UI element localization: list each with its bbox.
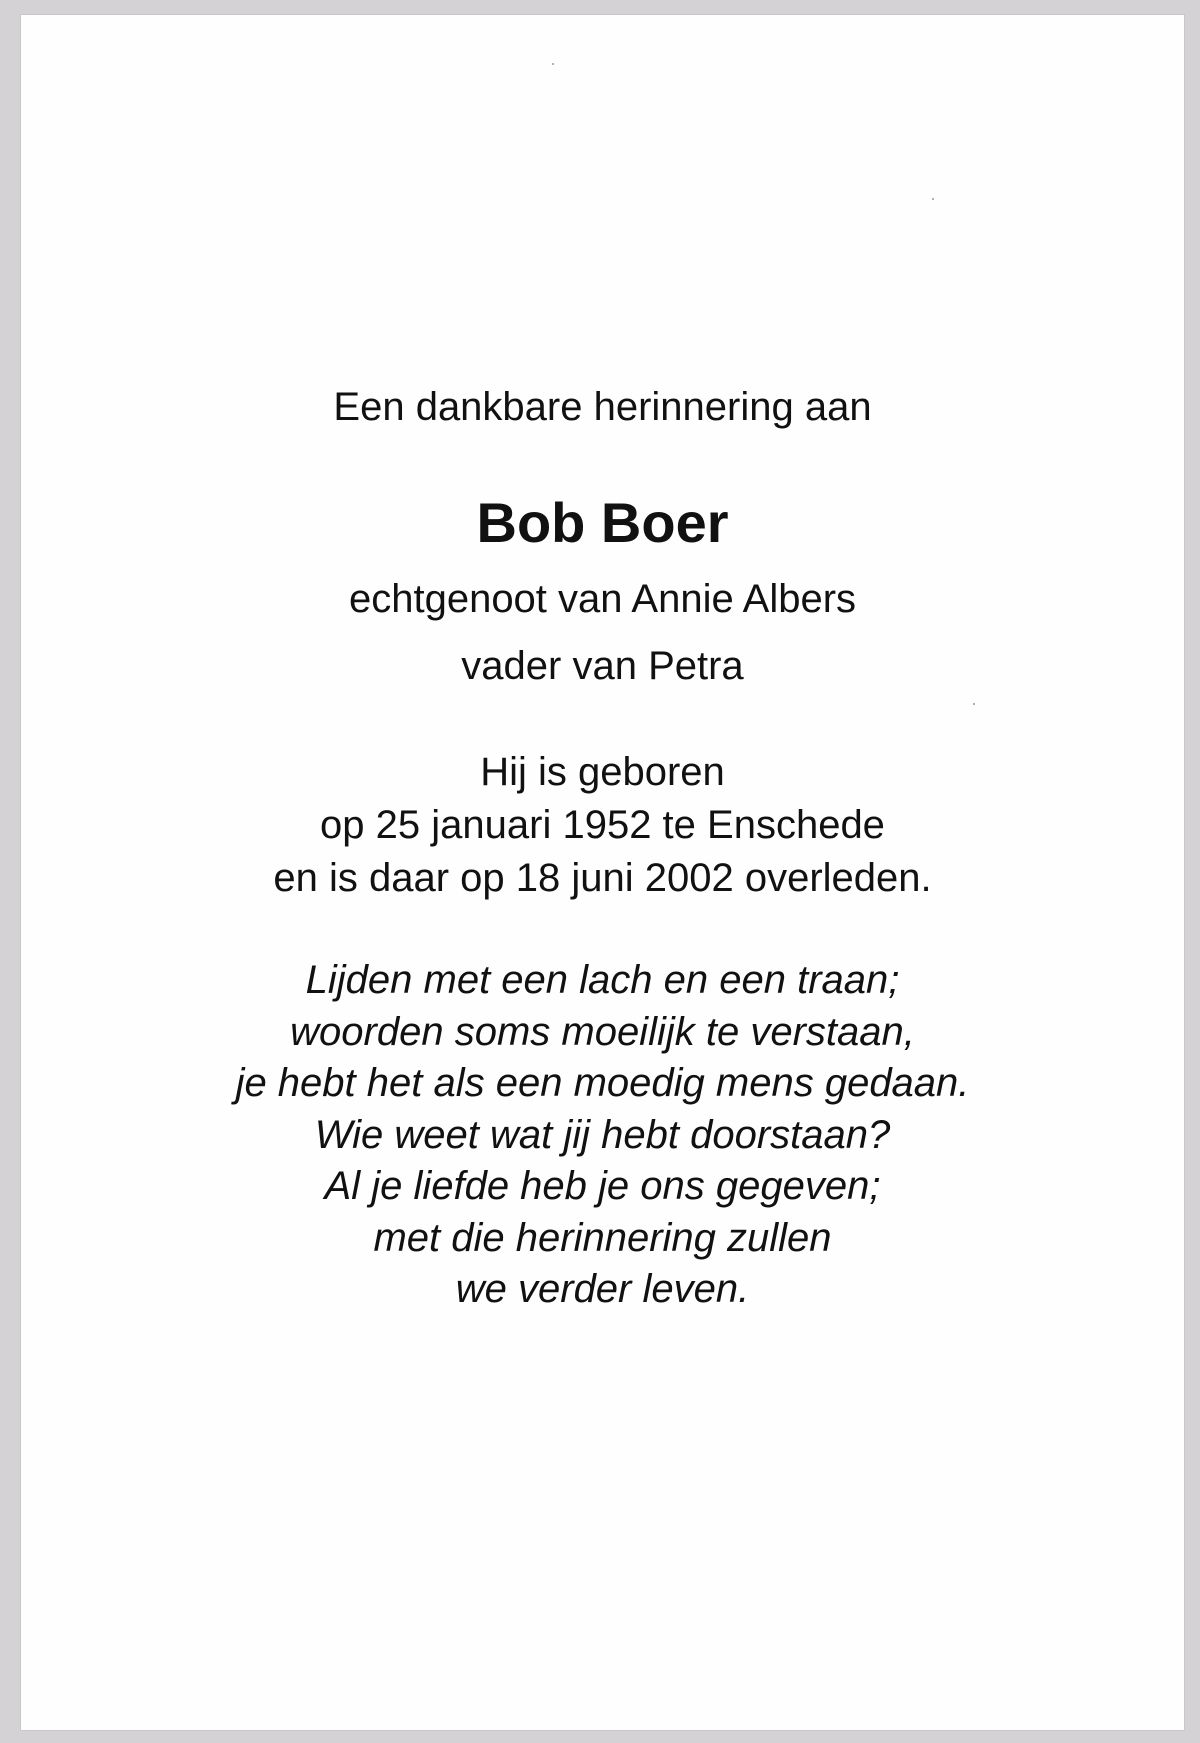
birth-line: en is daar op 18 juni 2002 overleden. xyxy=(273,856,932,900)
poem xyxy=(21,955,1184,1316)
poem-line: woorden soms moeilijk te verstaan, xyxy=(290,1009,915,1054)
poem-line: met die herinnering zullen xyxy=(373,1215,832,1260)
poem-line: Wie weet wat jij hebt doorstaan? xyxy=(314,1112,891,1157)
paper-speck xyxy=(973,703,975,705)
poem-line: we verder leven. xyxy=(455,1267,750,1311)
poem-line: je hebt het als een moedig mens gedaan. xyxy=(235,1061,970,1105)
poem-line: Al je liefde heb je ons gegeven; xyxy=(324,1164,881,1208)
paper-speck xyxy=(932,198,934,200)
parent-line: vader van Petra xyxy=(461,644,744,688)
intro-line: Een dankbare herinnering aan xyxy=(333,385,872,429)
birth-line: op 25 januari 1952 te Enschede xyxy=(320,803,885,847)
poem-line: Lijden met een lach en een traan; xyxy=(305,958,900,1002)
birth-death-block xyxy=(21,746,1184,905)
deceased-name: Bob Boer xyxy=(476,491,729,554)
birth-line: Hij is geboren xyxy=(480,750,725,794)
paper-speck xyxy=(552,63,554,65)
memorial-card xyxy=(21,15,1184,1730)
spouse-line: echtgenoot van Annie Albers xyxy=(348,577,857,621)
